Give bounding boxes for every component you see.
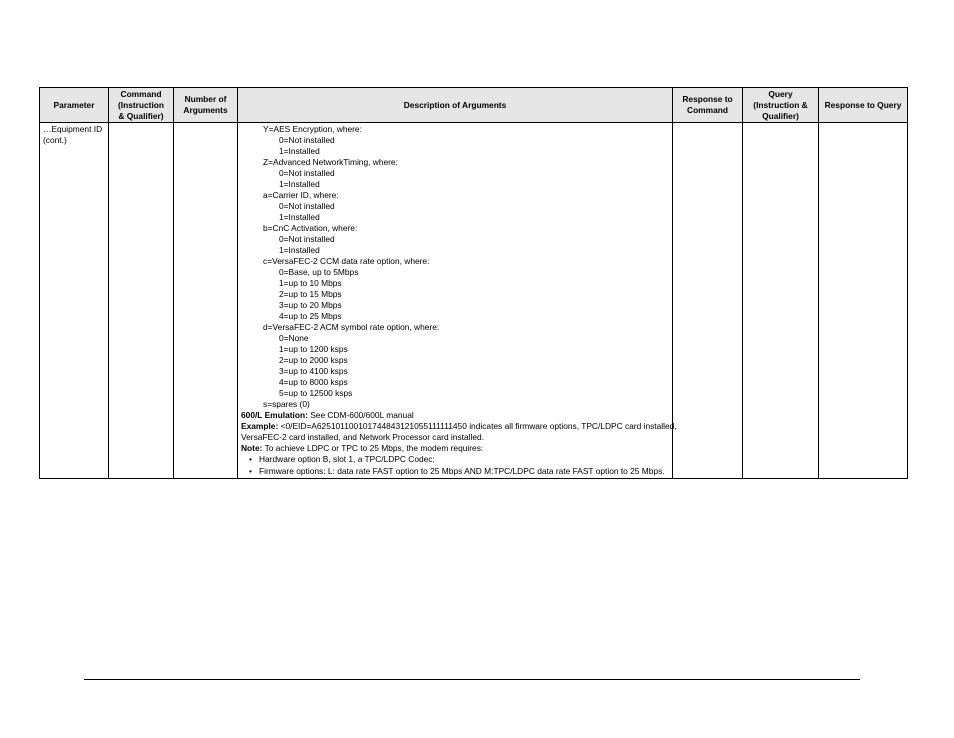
command-spec-table: [39, 87, 908, 479]
argument-definition: c=VersaFEC-2 CCM data rate option, where:: [263, 256, 430, 266]
argument-value: 1=Installed: [279, 245, 320, 255]
argument-value: 0=Base, up to 5Mbps: [279, 267, 359, 277]
parameter-cell: …Equipment ID (cont.): [40, 123, 109, 479]
note-line: Note: To achieve LDPC or TPC to 25 Mbps, the modem requires:: [241, 443, 484, 453]
response-to-query-cell: [819, 123, 908, 479]
number-of-arguments-cell: [174, 123, 238, 479]
requirement-bullets: [241, 454, 669, 477]
argument-value: 0=Not installed: [279, 135, 335, 145]
header-response-to-query: Response to Query: [819, 88, 908, 123]
header-command: Command (Instruction & Qualifier): [109, 88, 174, 123]
argument-value: 1=Installed: [279, 146, 320, 156]
argument-value: 4=up to 25 Mbps: [279, 311, 342, 321]
bullet-text: Firmware options: L: data rate FAST option to 25 Mbps AND M:TPC/LDPC data rate FAST option to 25 Mbps.: [259, 465, 665, 476]
argument-value: 1=up to 1200 ksps: [279, 344, 348, 354]
example-line-continued: VersaFEC-2 card installed, and Network Processor card installed.: [241, 432, 484, 442]
argument-value: 0=Not installed: [279, 201, 335, 211]
argument-value: 4=up to 8000 ksps: [279, 377, 348, 387]
header-row: [40, 88, 908, 123]
emulation-line: 600/L Emulation: See CDM-600/600L manual: [241, 410, 414, 420]
bullet-item: [241, 454, 669, 466]
argument-definition: b=CnC Activation, where:: [263, 223, 358, 233]
header-query: Query (Instruction & Qualifier): [743, 88, 819, 123]
header-number-of-arguments: Number of Arguments: [174, 88, 238, 123]
argument-value: 0=None: [279, 333, 309, 343]
table-row: [40, 123, 908, 479]
argument-value: 2=up to 15 Mbps: [279, 289, 342, 299]
argument-definition: d=VersaFEC-2 ACM symbol rate option, where:: [263, 322, 440, 332]
query-cell: [743, 123, 819, 479]
header-response-to-command: Response to Command: [673, 88, 743, 123]
argument-value: 0=Not installed: [279, 234, 335, 244]
argument-definition: Y=AES Encryption, where:: [263, 124, 362, 134]
argument-list: [241, 124, 669, 410]
argument-value: 0=Not installed: [279, 168, 335, 178]
bullet-text: Hardware option B, slot 1, a TPC/LDPC Codec;: [259, 454, 435, 464]
argument-value: 1=up to 10 Mbps: [279, 278, 342, 288]
argument-value: 2=up to 2000 ksps: [279, 355, 348, 365]
argument-value: 1=Installed: [279, 179, 320, 189]
footer-rule: [84, 679, 860, 680]
response-to-command-cell: [673, 123, 743, 479]
header-description: Description of Arguments: [238, 88, 673, 123]
example-line: Example: <0/EID=A625101100101744843121055111111450 indicates all firmware options, TPC/LDPC card installed,: [241, 421, 677, 431]
bullet-icon: •: [249, 454, 252, 464]
argument-definition: a=Carrier ID, where:: [263, 190, 339, 200]
argument-value: 5=up to 12500 ksps: [279, 388, 353, 398]
bullet-item: [241, 466, 669, 478]
argument-value: 3=up to 4100 ksps: [279, 366, 348, 376]
description-cell: [238, 123, 677, 479]
argument-definition: s=spares (0): [263, 399, 310, 409]
header-parameter: Parameter: [40, 88, 109, 123]
argument-value: 1=Installed: [279, 212, 320, 222]
argument-value: 3=up to 20 Mbps: [279, 300, 342, 310]
bullet-icon: •: [249, 465, 252, 476]
command-cell: [109, 123, 174, 479]
argument-definition: Z=Advanced NetworkTiming, where:: [263, 157, 398, 167]
